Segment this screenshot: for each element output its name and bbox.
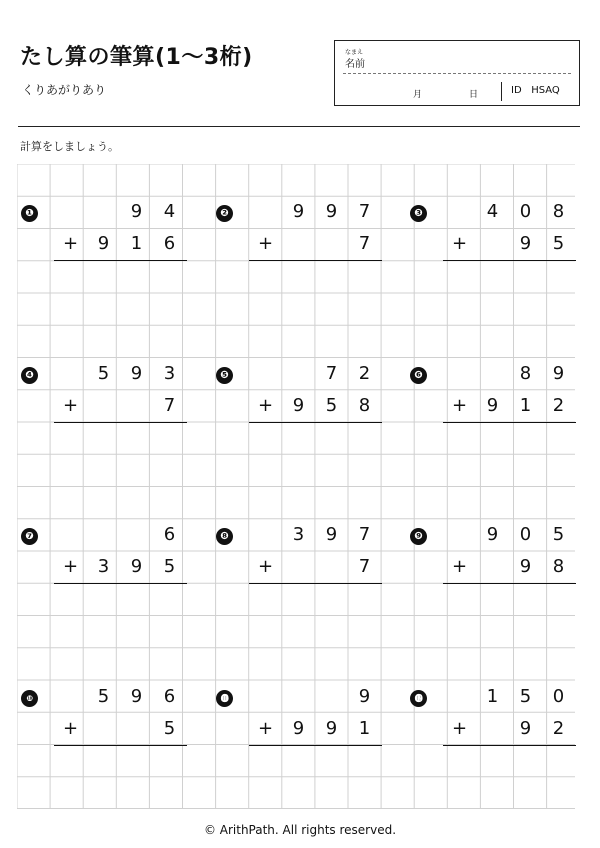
problem-6 [410,326,590,416]
augend-digit: 8 [519,363,532,384]
augend-digit: 7 [325,363,338,384]
worksheet-grid [17,164,575,809]
augend-digit: 5 [552,524,565,545]
addend-digit: 5 [552,233,565,254]
plus-sign: + [257,556,274,577]
augend-digit [120,519,153,551]
problem-10 [21,649,201,739]
augend-digit: 5 [519,686,532,707]
addend-digit: 9 [519,718,532,739]
augend-digit: 9 [325,524,338,545]
augend-digit: 8 [552,201,565,222]
sum-underline [54,745,187,746]
sum-underline [54,583,187,584]
augend-digit: 7 [358,201,371,222]
augend-digit: 5 [97,363,110,384]
augend-digit: 9 [325,201,338,222]
addend-digit [476,713,509,745]
addend-digit: 9 [130,556,143,577]
addend-digit [120,713,153,745]
problem-2 [216,164,396,254]
addend-digit: 7 [358,233,371,254]
augend-digit: 9 [130,201,143,222]
addend-digit: 2 [552,718,565,739]
problem-7 [21,487,201,577]
plus-sign: + [451,233,468,254]
month-label: 月 [413,90,423,100]
problem-number-badge: ❸ [410,205,427,222]
addend-digit: 7 [358,556,371,577]
problem-number-badge: ❼ [21,528,38,545]
addend-digit: 1 [519,395,532,416]
augend-digit [87,196,120,228]
augend-digit: 3 [163,363,176,384]
augend-digit [476,358,509,390]
sum-underline [249,422,382,423]
addend-digit [315,228,348,260]
addend-digit: 1 [358,718,371,739]
plus-sign: + [62,718,79,739]
augend-digit [282,358,315,390]
augend-digit [282,681,315,713]
augend-digit: 6 [163,524,176,545]
problem-number-badge: ❽ [216,528,233,545]
augend-digit: 0 [552,686,565,707]
header-divider [18,126,580,127]
instruction-text: 計算をしましょう。 [20,140,119,153]
plus-sign: + [451,718,468,739]
addend-digit: 5 [163,556,176,577]
problem-12 [410,649,590,739]
augend-digit: 9 [486,524,499,545]
addend-digit: 9 [486,395,499,416]
problem-number-badge: ❻ [410,367,427,384]
problem-4 [21,326,201,416]
sum-underline [54,422,187,423]
addend-digit [87,390,120,422]
page-title: たし算の筆算(1〜3桁) [20,45,253,70]
augend-digit: 0 [519,524,532,545]
page-subtitle: くりあがりあり [22,83,107,97]
augend-digit: 6 [163,686,176,707]
addend-digit [476,228,509,260]
problem-number-badge: ❶ [21,205,38,222]
sum-underline [54,260,187,261]
addend-digit: 9 [292,718,305,739]
problem-number-badge: ⓫ [216,690,233,707]
addend-digit: 5 [163,718,176,739]
augend-digit [315,681,348,713]
augend-digit: 9 [130,363,143,384]
augend-digit: 7 [358,524,371,545]
name-box [334,40,580,106]
problem-9 [410,487,590,577]
augend-digit: 3 [292,524,305,545]
addend-digit: 2 [552,395,565,416]
problem-8 [216,487,396,577]
sum-underline [443,260,576,261]
augend-digit: 1 [486,686,499,707]
plus-sign: + [451,395,468,416]
day-label: 日 [469,90,479,100]
addend-digit: 6 [163,233,176,254]
problem-number-badge: ❹ [21,367,38,384]
augend-digit: 0 [519,201,532,222]
problem-number-badge: ⓬ [410,690,427,707]
problem-number-badge: ❿ [21,690,38,707]
addend-digit [476,551,509,583]
addend-digit [282,228,315,260]
plus-sign: + [62,233,79,254]
augend-digit: 4 [163,201,176,222]
augend-digit [87,519,120,551]
problem-5 [216,326,396,416]
addend-digit [315,551,348,583]
plus-sign: + [257,233,274,254]
addend-digit: 9 [97,233,110,254]
id-label: ID [511,85,522,96]
name-ruby: なまえ [345,49,364,56]
problem-11 [216,649,396,739]
addend-digit: 9 [519,556,532,577]
addend-digit: 9 [292,395,305,416]
sum-underline [443,583,576,584]
footer-copyright: © ArithPath. All rights reserved. [203,823,397,837]
plus-sign: + [257,395,274,416]
augend-digit: 2 [358,363,371,384]
augend-digit: 9 [292,201,305,222]
addend-digit: 8 [552,556,565,577]
augend-digit: 5 [97,686,110,707]
sum-underline [249,583,382,584]
augend-digit: 9 [130,686,143,707]
augend-digit: 9 [358,686,371,707]
addend-digit: 1 [130,233,143,254]
augend-digit: 4 [486,201,499,222]
problem-number-badge: ❷ [216,205,233,222]
augend-digit: 9 [552,363,565,384]
sum-underline [443,745,576,746]
addend-digit: 9 [325,718,338,739]
problem-number-badge: ❺ [216,367,233,384]
addend-digit [282,551,315,583]
id-separator [501,82,502,101]
problem-number-badge: ❾ [410,528,427,545]
plus-sign: + [62,556,79,577]
id-value: HSAQ [531,85,560,96]
worksheet-id [511,85,560,96]
problem-3 [410,164,590,254]
name-writing-line [343,73,571,74]
addend-digit: 5 [325,395,338,416]
plus-sign: + [62,395,79,416]
addend-digit: 9 [519,233,532,254]
sum-underline [249,260,382,261]
sum-underline [249,745,382,746]
name-label: 名前 [345,59,365,70]
addend-digit [87,713,120,745]
addend-digit: 3 [97,556,110,577]
sum-underline [443,422,576,423]
plus-sign: + [257,718,274,739]
plus-sign: + [451,556,468,577]
addend-digit: 8 [358,395,371,416]
addend-digit [120,390,153,422]
addend-digit: 7 [163,395,176,416]
problem-1 [21,164,201,254]
